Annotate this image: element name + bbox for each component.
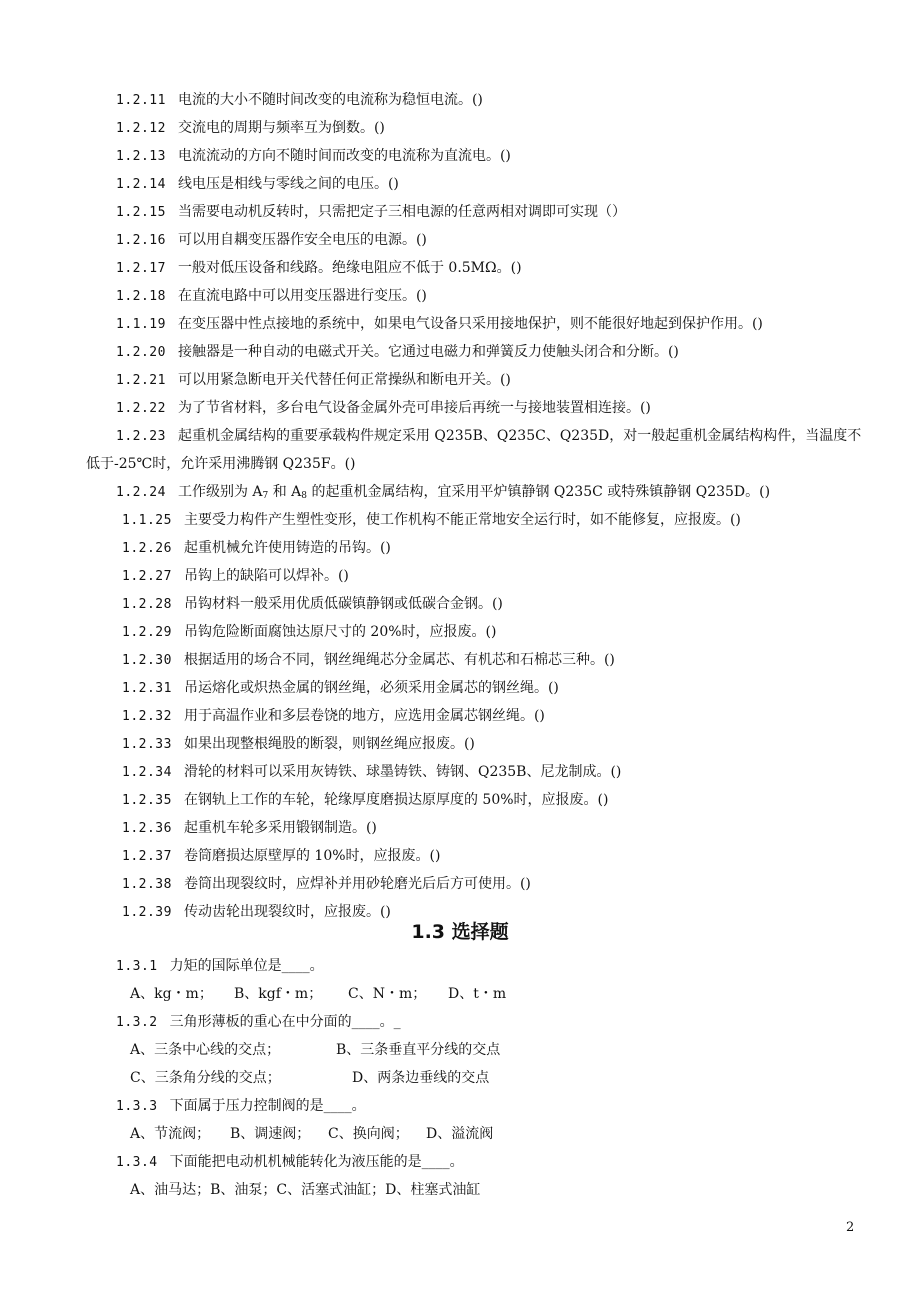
mc-option: C、换向阀；: [328, 1126, 409, 1142]
tf-item: 1.1.25 主要受力构件产生塑性变形，使工作机构不能正常地安全运行时，如不能修复，应报废。(): [122, 512, 741, 528]
tf-item: 1.2.18 在直流电路中可以用变压器进行变压。(): [116, 288, 427, 304]
mc-question: 1.3.3 下面属于压力控制阀的是____。: [116, 1098, 366, 1114]
mc-option: B、调速阀；: [230, 1126, 311, 1142]
tf-item: 1.2.12 交流电的周期与频率互为倒数。(): [116, 120, 385, 136]
tf-item: 1.2.38 卷筒出现裂纹时，应焊补并用砂轮磨光后后方可使用。(): [122, 876, 531, 892]
tf-item: 1.2.30 根据适用的场合不同，钢丝绳绳芯分金属芯、有机芯和石棉芯三种。(): [122, 652, 615, 668]
tf-item: 1.2.15 当需要电动机反转时，只需把定子三相电源的任意两相对调即可实现（）: [116, 204, 626, 220]
mc-options: [130, 1041, 500, 1059]
mc-option: A、三条中心线的交点；: [130, 1042, 281, 1058]
mc-option: D、两条边垂线的交点: [352, 1070, 490, 1086]
tf-item: 1.2.33 如果出现整根绳股的断裂，则钢丝绳应报废。(): [122, 736, 475, 752]
mc-option: A、节流阀；: [130, 1126, 211, 1142]
tf-item: 1.2.29 吊钩危险断面腐蚀达原尺寸的 20%时，应报废。(): [122, 624, 497, 640]
mc-option: C、三条角分线的交点；: [130, 1070, 281, 1086]
tf-item: 1.2.28 吊钩材料一般采用优质低碳镇静钢或低碳合金钢。(): [122, 596, 503, 612]
mc-option: D、溢流阀: [426, 1126, 494, 1142]
tf-item: 1.2.27 吊钩上的缺陷可以焊补。(): [122, 568, 349, 584]
mc-option: C、N・m；: [348, 986, 427, 1002]
tf-item: 1.1.19 在变压器中性点接地的系统中，如果电气设备只采用接地保护，则不能很好地起到保护作用。(): [116, 316, 763, 332]
tf-item: 1.2.13 电流流动的方向不随时间而改变的电流称为直流电。(): [116, 148, 511, 164]
tf-item-24: 1.2.24 工作级别为 $A_7$ 和 $A_8$ 的起重机金属结构，宜采用平炉镇静钢 Q235C 或特殊镇静钢 Q235D。(): [116, 484, 771, 501]
mc-option: B、kgf・m；: [234, 986, 323, 1002]
page-number: 2: [846, 1220, 855, 1235]
tf-item: 1.2.34 滑轮的材料可以采用灰铸铁、球墨铸铁、铸钢、Q235B、尼龙制成。(): [122, 764, 622, 780]
mc-options: [130, 985, 506, 1003]
mc-question: 1.3.1 力矩的国际单位是____。: [116, 958, 324, 974]
tf-item: 1.2.17 一般对低压设备和线路。绝缘电阻应不低于 0.5MΩ。(): [116, 260, 522, 276]
mc-question: 1.3.4 下面能把电动机机械能转化为液压能的是____。: [116, 1154, 464, 1170]
tf-item: 1.2.14 线电压是相线与零线之间的电压。(): [116, 176, 399, 192]
tf-item: 1.2.32 用于高温作业和多层卷饶的地方，应选用金属芯钢丝绳。(): [122, 708, 545, 724]
mc-options: [130, 1181, 480, 1199]
mc-options: [130, 1069, 489, 1087]
tf-item: 1.2.16 可以用自耦变压器作安全电压的电源。(): [116, 232, 427, 248]
tf-item: 1.2.21 可以用紧急断电开关代替任何正常操纵和断电开关。(): [116, 372, 511, 388]
mc-option: A、kg・m；: [130, 986, 213, 1002]
tf-item: 1.2.20 接触器是一种自动的电磁式开关。它通过电磁力和弹簧反力使触头闭合和分断。(): [116, 344, 679, 360]
mc-options: [130, 1125, 493, 1143]
tf-item: 1.2.37 卷筒磨损达原壁厚的 10%时，应报废。(): [122, 848, 441, 864]
tf-item: 1.2.22 为了节省材料，多台电气设备金属外壳可串接后再统一与接地装置相连接。(): [116, 400, 651, 416]
mc-option: B、三条垂直平分线的交点: [336, 1042, 501, 1058]
mc-question: 1.3.2 三角形薄板的重心在中分面的____。_: [116, 1014, 401, 1030]
mc-option: A、油马达；B、油泵；C、活塞式油缸；D、柱塞式油缸: [130, 1182, 481, 1198]
tf-item: 1.2.39 传动齿轮出现裂纹时，应报废。(): [122, 904, 391, 920]
tf-item: 1.2.36 起重机车轮多采用锻钢制造。(): [122, 820, 377, 836]
tf-item: 1.2.11 电流的大小不随时间改变的电流称为稳恒电流。(): [116, 92, 483, 108]
tf-item: 1.2.31 吊运熔化或炽热金属的钢丝绳，必须采用金属芯的钢丝绳。(): [122, 680, 559, 696]
tf-item: 1.2.26 起重机械允许使用铸造的吊钩。(): [122, 540, 391, 556]
tf-item-23-line2: 低于-25℃时，允许采用沸腾钢 Q235F。(): [86, 456, 356, 472]
mc-option: D、t・m: [448, 986, 507, 1002]
section-heading: 1.3 选择题: [411, 921, 509, 943]
tf-item: 1.2.35 在钢轨上工作的车轮，轮缘厚度磨损达原厚度的 50%时，应报废。(): [122, 792, 609, 808]
tf-item-23-line1: 1.2.23 起重机金属结构的重要承载构件规定采用 Q235B、Q235C、Q235D，对一般起重机金属结构构件，当温度不: [116, 428, 862, 444]
